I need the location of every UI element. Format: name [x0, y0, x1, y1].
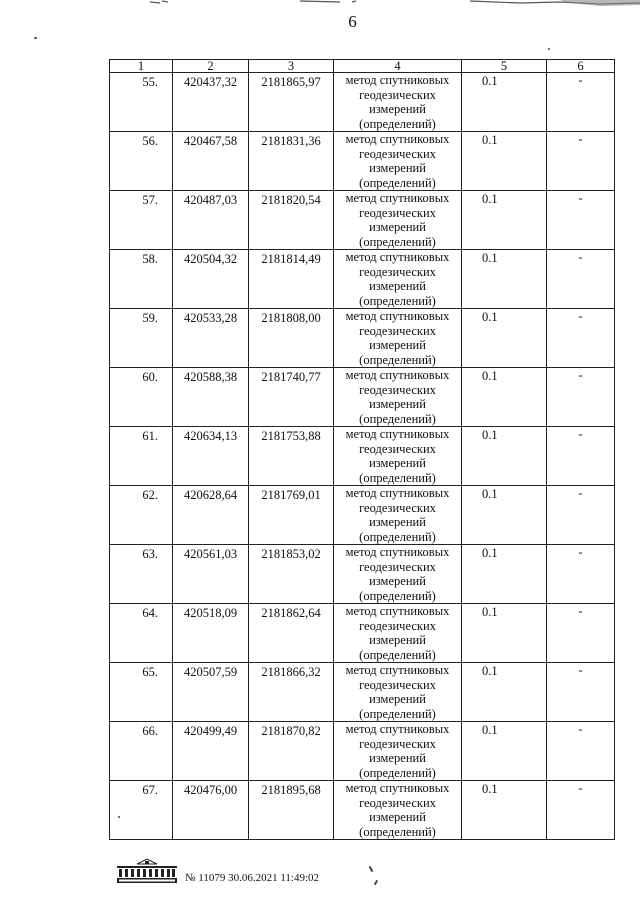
method-line: (определений) [359, 765, 436, 780]
table-row [110, 486, 615, 545]
note-cell: - [547, 132, 615, 191]
method-line: геодезических [359, 87, 436, 102]
method-line: (определений) [359, 647, 436, 662]
method-line: геодезических [359, 264, 436, 279]
point-number-cell: 59. [110, 309, 173, 368]
method-line: измерений [369, 220, 426, 234]
method-line: (определений) [359, 234, 436, 249]
method-cell [334, 486, 462, 545]
method-line: геодезических [359, 559, 436, 574]
accuracy-cell: 0.1 [462, 663, 547, 722]
method-line: геодезических [359, 382, 436, 397]
method-line: метод спутниковых [345, 486, 450, 500]
coordinate-y-cell: 2181853,02 [249, 545, 334, 604]
accuracy-cell: 0.1 [462, 427, 547, 486]
point-number-cell: 64. [110, 604, 173, 663]
note-cell: - [547, 309, 615, 368]
point-number-cell: 61. [110, 427, 173, 486]
method-line: (определений) [359, 706, 436, 721]
method-line: измерений [369, 574, 426, 588]
method-line: геодезических [359, 677, 436, 692]
accuracy-cell: 0.1 [462, 73, 547, 132]
coordinate-y-cell: 2181865,97 [249, 73, 334, 132]
method-line: метод спутниковых [345, 73, 450, 87]
point-number-cell: 67. [110, 781, 173, 840]
table-row [110, 73, 615, 132]
coordinate-x-cell: 420588,38 [173, 368, 249, 427]
point-number-cell: 63. [110, 545, 173, 604]
accuracy-cell: 0.1 [462, 486, 547, 545]
method-cell [334, 781, 462, 840]
point-number-cell: 65. [110, 663, 173, 722]
point-number-cell: 56. [110, 132, 173, 191]
method-line: измерений [369, 161, 426, 175]
method-line: геодезических [359, 736, 436, 751]
header-col-4: 4 [334, 60, 462, 73]
method-line: геодезических [359, 795, 436, 810]
scan-speck [548, 48, 550, 50]
point-number-cell: 62. [110, 486, 173, 545]
method-line: (определений) [359, 293, 436, 308]
method-line: метод спутниковых [345, 781, 450, 795]
method-line: измерений [369, 810, 426, 824]
accuracy-cell: 0.1 [462, 545, 547, 604]
method-line: измерений [369, 102, 426, 116]
method-line: метод спутниковых [345, 191, 450, 205]
accuracy-cell: 0.1 [462, 781, 547, 840]
method-line: (определений) [359, 411, 436, 426]
method-line: метод спутниковых [345, 250, 450, 264]
note-cell: - [547, 604, 615, 663]
coordinate-y-cell: 2181808,00 [249, 309, 334, 368]
building-stamp-icon [115, 858, 179, 886]
method-line: (определений) [359, 824, 436, 839]
method-line: геодезических [359, 205, 436, 220]
note-cell: - [547, 722, 615, 781]
method-line: (определений) [359, 116, 436, 131]
table-row [110, 545, 615, 604]
note-cell: - [547, 191, 615, 250]
table-row [110, 663, 615, 722]
scan-edge-artifact [0, 0, 640, 12]
point-number-cell: 60. [110, 368, 173, 427]
table-row [110, 132, 615, 191]
method-line: геодезических [359, 441, 436, 456]
method-cell [334, 132, 462, 191]
method-line: метод спутниковых [345, 132, 450, 146]
coordinate-y-cell: 2181769,01 [249, 486, 334, 545]
table-row [110, 309, 615, 368]
method-cell [334, 663, 462, 722]
accuracy-cell: 0.1 [462, 132, 547, 191]
coordinate-y-cell: 2181862,64 [249, 604, 334, 663]
scan-speck [34, 37, 37, 39]
coordinate-x-cell: 420507,59 [173, 663, 249, 722]
registration-stamp-text: № 11079 30.06.2021 11:49:02 [185, 872, 320, 884]
coordinate-x-cell: 420437,32 [173, 73, 249, 132]
header-col-3: 3 [249, 60, 334, 73]
method-line: метод спутниковых [345, 604, 450, 618]
coordinate-y-cell: 2181895,68 [249, 781, 334, 840]
coordinate-y-cell: 2181820,54 [249, 191, 334, 250]
method-line: метод спутниковых [345, 663, 450, 677]
table-row [110, 604, 615, 663]
note-cell: - [547, 781, 615, 840]
table-row [110, 191, 615, 250]
method-cell [334, 250, 462, 309]
method-line: измерений [369, 338, 426, 352]
accuracy-cell: 0.1 [462, 309, 547, 368]
accuracy-cell: 0.1 [462, 250, 547, 309]
method-cell [334, 368, 462, 427]
method-cell [334, 722, 462, 781]
coordinate-y-cell: 2181753,88 [249, 427, 334, 486]
table-row [110, 250, 615, 309]
note-cell: - [547, 663, 615, 722]
page-number: 6 [348, 12, 357, 31]
coordinate-y-cell: 2181814,49 [249, 250, 334, 309]
coordinate-y-cell: 2181870,82 [249, 722, 334, 781]
method-cell [334, 604, 462, 663]
method-line: геодезических [359, 500, 436, 515]
method-line: (определений) [359, 352, 436, 367]
method-line: измерений [369, 633, 426, 647]
note-cell: - [547, 73, 615, 132]
method-cell [334, 73, 462, 132]
point-number-cell: 58. [110, 250, 173, 309]
table-header-row [110, 60, 615, 73]
accuracy-cell: 0.1 [462, 722, 547, 781]
method-line: метод спутниковых [345, 309, 450, 323]
method-cell [334, 427, 462, 486]
coordinate-x-cell: 420467,58 [173, 132, 249, 191]
method-cell [334, 191, 462, 250]
method-line: измерений [369, 456, 426, 470]
point-number-cell: 57. [110, 191, 173, 250]
method-line: геодезических [359, 618, 436, 633]
method-cell [334, 545, 462, 604]
coordinate-x-cell: 420628,64 [173, 486, 249, 545]
method-line: метод спутниковых [345, 368, 450, 382]
table-row [110, 368, 615, 427]
method-line: (определений) [359, 175, 436, 190]
table-row [110, 427, 615, 486]
coordinate-y-cell: 2181866,32 [249, 663, 334, 722]
coordinate-y-cell: 2181831,36 [249, 132, 334, 191]
table-row [110, 722, 615, 781]
accuracy-cell: 0.1 [462, 604, 547, 663]
coordinate-x-cell: 420476,00 [173, 781, 249, 840]
method-line: метод спутниковых [345, 545, 450, 559]
method-line: (определений) [359, 529, 436, 544]
coordinate-x-cell: 420533,28 [173, 309, 249, 368]
coordinate-y-cell: 2181740,77 [249, 368, 334, 427]
note-cell: - [547, 368, 615, 427]
coordinates-table [109, 59, 615, 840]
method-line: измерений [369, 279, 426, 293]
table-row [110, 781, 615, 840]
method-line: метод спутниковых [345, 722, 450, 736]
coordinate-x-cell: 420518,09 [173, 604, 249, 663]
method-line: геодезических [359, 146, 436, 161]
header-col-1: 1 [110, 60, 173, 73]
method-line: геодезических [359, 323, 436, 338]
accuracy-cell: 0.1 [462, 368, 547, 427]
note-cell: - [547, 427, 615, 486]
point-number-cell: 55. [110, 73, 173, 132]
method-cell [334, 309, 462, 368]
method-line: (определений) [359, 588, 436, 603]
method-line: измерений [369, 515, 426, 529]
accuracy-cell: 0.1 [462, 191, 547, 250]
coordinate-x-cell: 420487,03 [173, 191, 249, 250]
coordinate-x-cell: 420504,32 [173, 250, 249, 309]
method-line: (определений) [359, 470, 436, 485]
document-footer [115, 858, 535, 892]
coordinate-x-cell: 420561,03 [173, 545, 249, 604]
coordinate-x-cell: 420499,49 [173, 722, 249, 781]
method-line: измерений [369, 751, 426, 765]
header-col-5: 5 [462, 60, 547, 73]
scan-speck [118, 816, 120, 818]
note-cell: - [547, 545, 615, 604]
coordinate-x-cell: 420634,13 [173, 427, 249, 486]
header-col-2: 2 [173, 60, 249, 73]
method-line: метод спутниковых [345, 427, 450, 441]
point-number-cell: 66. [110, 722, 173, 781]
header-col-6: 6 [547, 60, 615, 73]
method-line: измерений [369, 397, 426, 411]
note-cell: - [547, 486, 615, 545]
note-cell: - [547, 250, 615, 309]
method-line: измерений [369, 692, 426, 706]
